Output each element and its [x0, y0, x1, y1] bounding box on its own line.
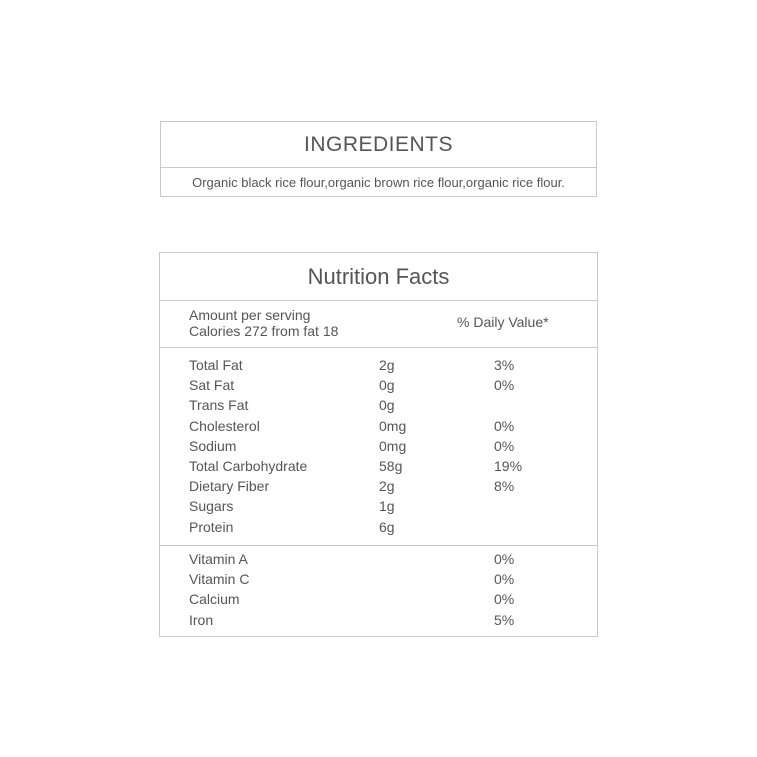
- nutrient-amount: 2g: [379, 357, 395, 373]
- nutrient-daily-value: 19%: [494, 457, 523, 474]
- nutrient-daily-value: 8%: [494, 478, 515, 495]
- nutrient-row: [160, 375, 597, 395]
- vitamin-daily-value: 0%: [494, 551, 515, 567]
- vitamin-row: [160, 589, 597, 609]
- nutrient-row: [160, 456, 597, 476]
- vitamins-section: [160, 546, 597, 630]
- nutrient-amount: 58g: [379, 457, 403, 474]
- vitamin-name: Vitamin C: [189, 571, 250, 588]
- nutrient-name: Total Carbohydrate: [189, 457, 308, 474]
- nutrient-name: Total Fat: [189, 357, 243, 373]
- vitamin-name: Vitamin A: [189, 551, 248, 567]
- ingredients-text: Organic black rice flour,organic brown rice flour,organic rice flour.: [192, 174, 565, 190]
- nutrient-amount: 0mg: [379, 437, 407, 454]
- nutrient-amount: 2g: [379, 478, 395, 495]
- daily-value-header: % Daily Value*: [457, 314, 549, 330]
- nutrition-title: Nutrition Facts: [160, 253, 597, 301]
- amount-per-serving: Amount per serving: [189, 307, 311, 323]
- nutrient-amount: 6g: [379, 518, 395, 535]
- vitamin-daily-value: 0%: [494, 571, 515, 588]
- nutrient-name: Dietary Fiber: [189, 478, 270, 495]
- ingredients-panel: [160, 121, 597, 197]
- nutrient-row: [160, 355, 597, 375]
- nutrient-name: Sodium: [189, 437, 237, 454]
- nutrient-row: [160, 395, 597, 415]
- nutrition-facts-panel: [159, 252, 598, 637]
- vitamin-name: Calcium: [189, 591, 240, 608]
- nutrient-name: Protein: [189, 518, 234, 535]
- nutrient-row: [160, 496, 597, 516]
- nutrient-name: Sugars: [189, 498, 234, 515]
- nutrient-daily-value: 0%: [494, 417, 515, 434]
- nutrient-name: Sat Fat: [189, 377, 235, 394]
- nutrient-row: [160, 436, 597, 456]
- nutrient-row: [160, 517, 597, 537]
- nutrient-name: Trans Fat: [189, 397, 249, 414]
- serving-info: [160, 301, 597, 348]
- nutrient-amount: 0g: [379, 397, 395, 414]
- nutrient-amount: 0g: [379, 377, 395, 394]
- vitamin-daily-value: 0%: [494, 591, 515, 608]
- vitamin-row: [160, 569, 597, 589]
- nutrient-daily-value: 0%: [494, 437, 515, 454]
- nutrient-row: [160, 416, 597, 436]
- vitamin-row: [160, 610, 597, 630]
- nutrient-daily-value: 3%: [494, 357, 515, 373]
- vitamin-row: [160, 549, 597, 569]
- nutrient-name: Cholesterol: [189, 417, 260, 434]
- vitamin-daily-value: 5%: [494, 611, 515, 628]
- nutrient-amount: 0mg: [379, 417, 407, 434]
- nutrient-row: [160, 476, 597, 496]
- nutrients-section: [160, 348, 597, 546]
- calories-line: Calories 272 from fat 18: [189, 323, 339, 339]
- nutrient-amount: 1g: [379, 498, 395, 515]
- ingredients-title: INGREDIENTS: [161, 122, 596, 168]
- nutrient-daily-value: 0%: [494, 377, 515, 394]
- vitamin-name: Iron: [189, 611, 214, 628]
